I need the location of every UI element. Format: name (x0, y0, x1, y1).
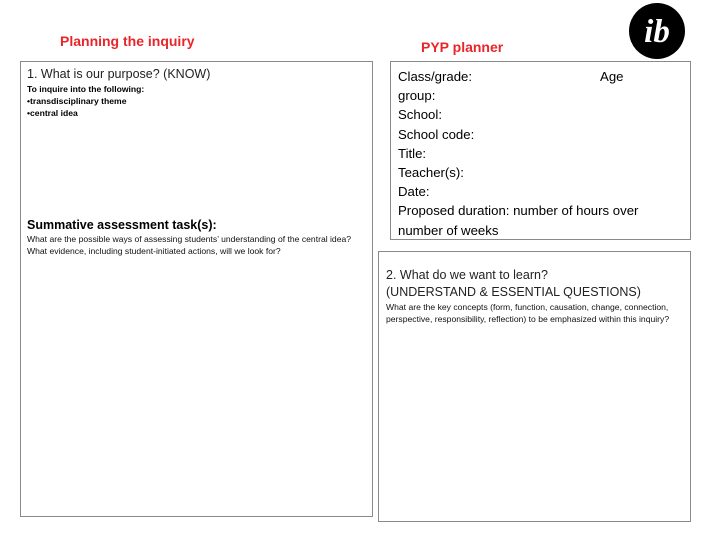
purpose-box (20, 61, 373, 517)
learn-text: What are the key concepts (form, function, causation, change, connection, perspective, responsibility, reflection) to be emphasized within this inquiry? (386, 302, 670, 324)
page-title-planning: Planning the inquiry (60, 33, 195, 49)
age-group-label-a: Age (600, 69, 624, 84)
ib-logo-text: ib (644, 14, 670, 50)
learn-heading-line2: (UNDERSTAND & ESSENTIAL QUESTIONS) (386, 285, 641, 299)
purpose-intro: To inquire into the following: (27, 84, 145, 94)
school-label: School: (398, 107, 442, 123)
purpose-bullet-idea: •central idea (27, 108, 78, 118)
page-title-pyp-planner: PYP planner (421, 39, 504, 55)
ib-logo (628, 2, 686, 60)
purpose-heading: 1. What is our purpose? (KNOW) (27, 67, 211, 81)
class-grade-label: Class/grade: (398, 69, 473, 84)
summative-text: What are the possible ways of assessing students’ understanding of the central idea? What evidence, including student-initiated actions, will we look for? (27, 234, 352, 256)
purpose-bullet-theme: •transdisciplinary theme (27, 96, 127, 106)
school-code-label: School code: (398, 126, 475, 142)
age-group-label-b: group: (398, 88, 436, 104)
teachers-label: Teacher(s): (398, 165, 464, 181)
learn-heading-line1: 2. What do we want to learn? (386, 268, 548, 282)
class-grade-line (398, 67, 683, 86)
summative-heading: Summative assessment task(s): (27, 218, 217, 232)
planner-info-box (390, 61, 691, 240)
title-label: Title: (398, 145, 427, 161)
duration-label: Proposed duration: number of hours over number of weeks (398, 203, 639, 238)
date-label: Date: (398, 184, 430, 200)
learn-box (378, 251, 691, 522)
